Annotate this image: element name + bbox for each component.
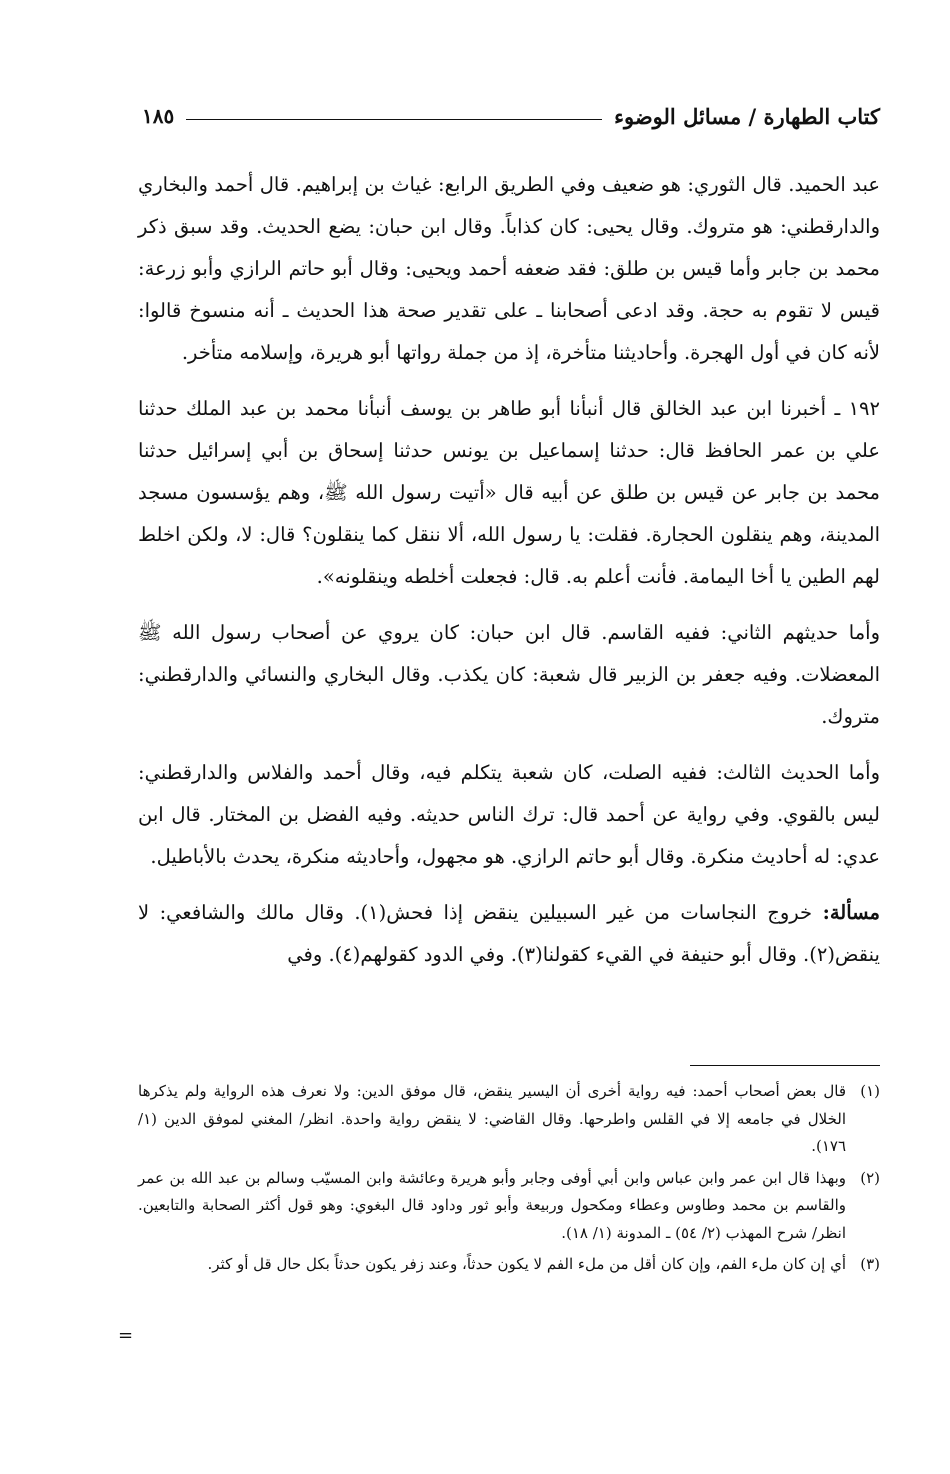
footnotes	[138, 1078, 880, 1283]
continuation-mark: =	[118, 1325, 134, 1346]
masala-paragraph	[138, 892, 880, 976]
page-number: ١٨٥	[142, 104, 175, 128]
footnote-number: (٢)	[860, 1168, 880, 1187]
paragraph-2: ١٩٢ ـ أخبرنا ابن عبد الخالق قال أنبأنا أبو طاهر بن يوسف أنبأنا محمد بن عبد الملك حدثنا علي بن عمر الحافظ قال: حدثنا إسماعيل بن يونس حدثنا إسحاق بن أبي إسرائيل حدثنا محمد بن جابر عن قيس بن طلق عن أبيه قال «أتيت رسول الله ﷺ، وهم يؤسسون مسجد المدينة، وهم ينقلون الحجارة. فقلت: يا رسول الله، ألا ننقل كما ينقلون؟ قال: لا، ولكن اخلط لهم الطين يا أخا اليمامة. فأنت أعلم به. قال: فجعلت أخلطه وينقلونه».	[138, 397, 880, 588]
footnote-text: أي إن كان ملء الفم، وإن كان أقل من ملء الفم لا يكون حدثاً، وعند زفر يكون حدثاً بكل حال قل أو كثر.	[207, 1255, 846, 1273]
footnote-3	[138, 1251, 880, 1279]
masala-text: خروج النجاسات من غير السبيلين ينقض إذا فحش(١). وقال مالك والشافعي: لا ينقض(٢). وقال أبو حنيفة في القيء كقولنا(٣). وفي الدود كقولهم(٤). وفي	[138, 901, 880, 966]
footnote-1	[138, 1078, 880, 1161]
chapter-title: كتاب الطهارة / مسائل الوضوء	[614, 103, 880, 129]
header-rule	[186, 119, 602, 120]
footnote-text: قال بعض أصحاب أحمد: فيه رواية أخرى أن اليسير ينقض، قال موفق الدين: ولا نعرف هذه الرواية ولم يذكرها الخلال في جامعه إلا في القلس واطرحها. وقال القاضي: لا ينقض رواية واحدة. انظر/ المغني لموفق الدين (١/ ١٧٦).	[138, 1082, 846, 1155]
footnote-separator	[690, 1065, 880, 1066]
footnote-number: (٣)	[860, 1255, 880, 1273]
running-header	[142, 96, 880, 136]
paragraph-4: وأما الحديث الثالث: ففيه الصلت، كان شعبة يتكلم فيه، وقال أحمد والفلاس والدارقطني: ليس بالقوي. وفي رواية عن أحمد قال: ترك الناس حديثه. وفيه الفضل بن المختار. قال ابن عدي: له أحاديث منكرة. وقال أبو حاتم الرازي. هو مجهول، وأحاديثه منكرة، يحدث بالأباطيل.	[138, 761, 880, 868]
paragraph-1: عبد الحميد. قال الثوري: هو ضعيف وفي الطريق الرابع: غياث بن إبراهيم. قال أحمد والبخاري والدارقطني: هو متروك. وقال يحيى: كان كذاباً. وقال ابن حبان: يضع الحديث. وقد سبق ذكر محمد بن جابر وأما قيس بن طلق: فقد ضعفه أحمد ويحيى: وقال أبو حاتم الرازي وأبو زرعة: قيس لا تقوم به حجة. وقد ادعى أصحابنا ـ على تقدير صحة هذا الحديث ـ أنه منسوخ قالوا: لأنه كان في أول الهجرة. وأحاديثنا متأخرة، إذ من جملة رواتها أبو هريرة، وإسلامه متأخر.	[138, 173, 880, 364]
footnote-2	[138, 1165, 880, 1248]
paragraph-3: وأما حديثهم الثاني: ففيه القاسم. قال ابن حبان: كان يروي عن أصحاب رسول الله ﷺ المعضلات. وفيه جعفر بن الزبير قال شعبة: كان يكذب. وقال البخاري والنسائي والدارقطني: متروك.	[138, 621, 880, 728]
main-text	[138, 164, 880, 990]
footnote-text: وبهذا قال ابن عمر وابن عباس وابن أبي أوفى وجابر وأبو هريرة وعائشة وابن المسيّب وسالم بن عبد الله بن عمر والقاسم بن محمد وطاوس وعطاء ومكحول وربيعة وأبو ثور وداود قال البغوي: وهو قول أكثر الصحابة والتابعين. انظر/ شرح المهذب (٢/ ٥٤) ـ المدونة (١/ ١٨).	[138, 1168, 846, 1242]
footnote-number: (١)	[860, 1082, 880, 1100]
masala-label: مسألة:	[822, 901, 881, 924]
